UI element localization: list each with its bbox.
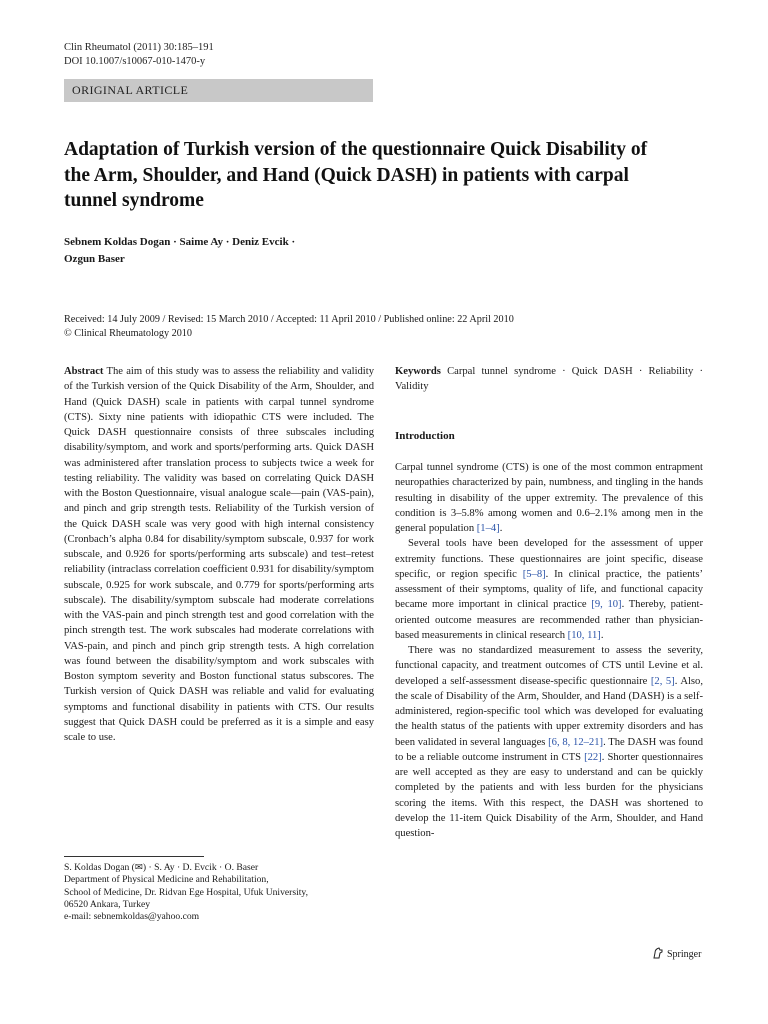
- keywords-text: Carpal tunnel syndrome · Quick DASH · Reliability · Validity: [395, 366, 703, 393]
- paper-title: Adaptation of Turkish version of the questionnaire Quick Disability of the Arm, Shoulder, and Hand (Quick DASH) in patients with carpal tunnel syndrome: [64, 139, 648, 211]
- author-list: [64, 234, 464, 268]
- citation-link[interactable]: [22]: [584, 751, 602, 763]
- author-affiliation: [64, 862, 374, 923]
- article-type-banner: ORIGINAL ARTICLE: [64, 79, 373, 102]
- authors-line-1: Sebnem Koldas Dogan · Saime Ay · Deniz Evcik ·: [64, 236, 296, 248]
- affiliation-address: 06520 Ankara, Turkey: [64, 898, 151, 910]
- abstract-label: Abstract: [64, 366, 104, 377]
- introduction-heading: Introduction: [395, 430, 455, 442]
- affiliation-department: Department of Physical Medicine and Rehabilitation,: [64, 874, 269, 886]
- citation-link[interactable]: [10, 11]: [567, 629, 601, 641]
- affiliation-authors: S. Koldas Dogan (✉) · S. Ay · D. Evcik · O. Baser: [64, 862, 259, 873]
- publication-dates: [64, 313, 704, 341]
- keywords: [395, 364, 703, 395]
- abstract: [64, 364, 374, 745]
- intro-paragraph-3: There was no standardized measurement to assess the severity, functional capacity, and treatment outcomes of CTS until Levine et al. developed a self-assessment disease-specific questionnaire [2, 5]. Also, the scale of Disability of the Arm, Shoulder, and Hand (DASH) is a self-administered, region-specific tool which was developed for evaluating the health status of the patients with upper extremity disorders and has been validated in several languages [6, 8, 12–21]. The DASH was found to be a reliable outcome instrument in CTS [22]. Shorter questionnaires are well accepted as they are easy to understand and can be quickly completed by the patients and with less burden for the physicians scoring the items. With this respect, the DASH was shortened to develop the 11-item Quick Disability of the Arm, Shoulder, and Hand question-: [395, 645, 703, 839]
- citation-link[interactable]: [9, 10]: [591, 599, 622, 611]
- introduction-body: [395, 460, 703, 841]
- citation-link[interactable]: [5–8]: [522, 568, 546, 580]
- authors-line-2: Ozgun Baser: [64, 253, 125, 265]
- citation-link[interactable]: [1–4]: [476, 523, 500, 534]
- springer-horse-icon: [652, 947, 664, 962]
- publisher-logo: [652, 947, 701, 962]
- affiliation-institution: School of Medicine, Dr. Ridvan Ege Hospital, Ufuk University,: [64, 886, 308, 898]
- citation-link[interactable]: [6, 8, 12–21]: [548, 736, 604, 748]
- doi: DOI 10.1007/s10067-010-1470-y: [64, 56, 206, 67]
- copyright-line: © Clinical Rheumatology 2010: [64, 328, 192, 339]
- intro-paragraph-1: Carpal tunnel syndrome (CTS) is one of the most common entrapment neuropathies characterized by pain, numbness, and tingling in the hands resulting in disability of the upper extremity. The prevalence of this condition is 3–5.8% among women and 0.6–2.1% among men in the general population [1–4].: [395, 462, 703, 534]
- dates-line: Received: 14 July 2009 / Revised: 15 March 2010 / Accepted: 11 April 2010 / Published online: 22 April 2010: [64, 314, 514, 325]
- journal-citation: Clin Rheumatol (2011) 30:185–191: [64, 42, 214, 53]
- affiliation-email[interactable]: e-mail: sebnemkoldas@yahoo.com: [64, 911, 200, 923]
- publisher-name: Springer: [667, 949, 702, 960]
- footnote-divider: [64, 856, 204, 857]
- citation-link[interactable]: [2, 5]: [650, 675, 675, 687]
- keywords-label: Keywords: [395, 366, 441, 377]
- intro-paragraph-2: Several tools have been developed for the assessment of upper extremity functions. These questionnaires are joint specific, disease specific, or region specific [5–8]. In clinical practice, the patients’ assessment of their symptoms, quality of life, and functional capacity became more important in clinical practice [9, 10]. Thereby, patient-oriented outcome measures are recommended rather than physician-based measurements in clinical research [10, 11].: [395, 538, 703, 641]
- abstract-text: The aim of this study was to assess the reliability and validity of the Turkish version of the Quick Disability of the Arm, Shoulder, and Hand (Quick DASH) scale in patients with carpal tunnel syndrome (CTS). Sixty nine patients with idiopathic CTS were included. The Quick DASH questionnaire consists of three subscales including disability/symptom, and work and sports/performing arts. Quick DASH was administered after translation process to subjects twice a week for testing reliability. The validity was based on correlating Quick DASH with the Boston Questionnaire, visual analogue scale—pain (VAS-pain), and pinch and grip strength tests. Reliability of the Turkish version of the Quick DASH scale was very good with high internal consistency (Cronbach’s alpha 0.84 for disability/symptom subscale, 0.937 for work subscale, and 0.926 for sports/performing arts subscale) and test–retest reliability (intraclass correlation coefficient 0.931 for disability/symptom subscale, 0.925 for work subscale, and 0.779 for sports/performing arts subscale). The disability/symptom subscale had moderate correlations with the VAS-pain and pinch strength test and good correlation with the pinch strength test. The work subscales had moderate correlations with VAS-pain, and pinch and pinch grip strength tests. A high correlation was found between the disability/symptom and work subscales with Boston symptom severity and Boston functional status subscores. The Turkish version of Quick DASH was reliable and valid for evaluating symptoms and functional disability in patients with CTS. Our results suggest that Quick DASH could be preferred as it is a simple and easy scale to use.: [64, 366, 374, 743]
